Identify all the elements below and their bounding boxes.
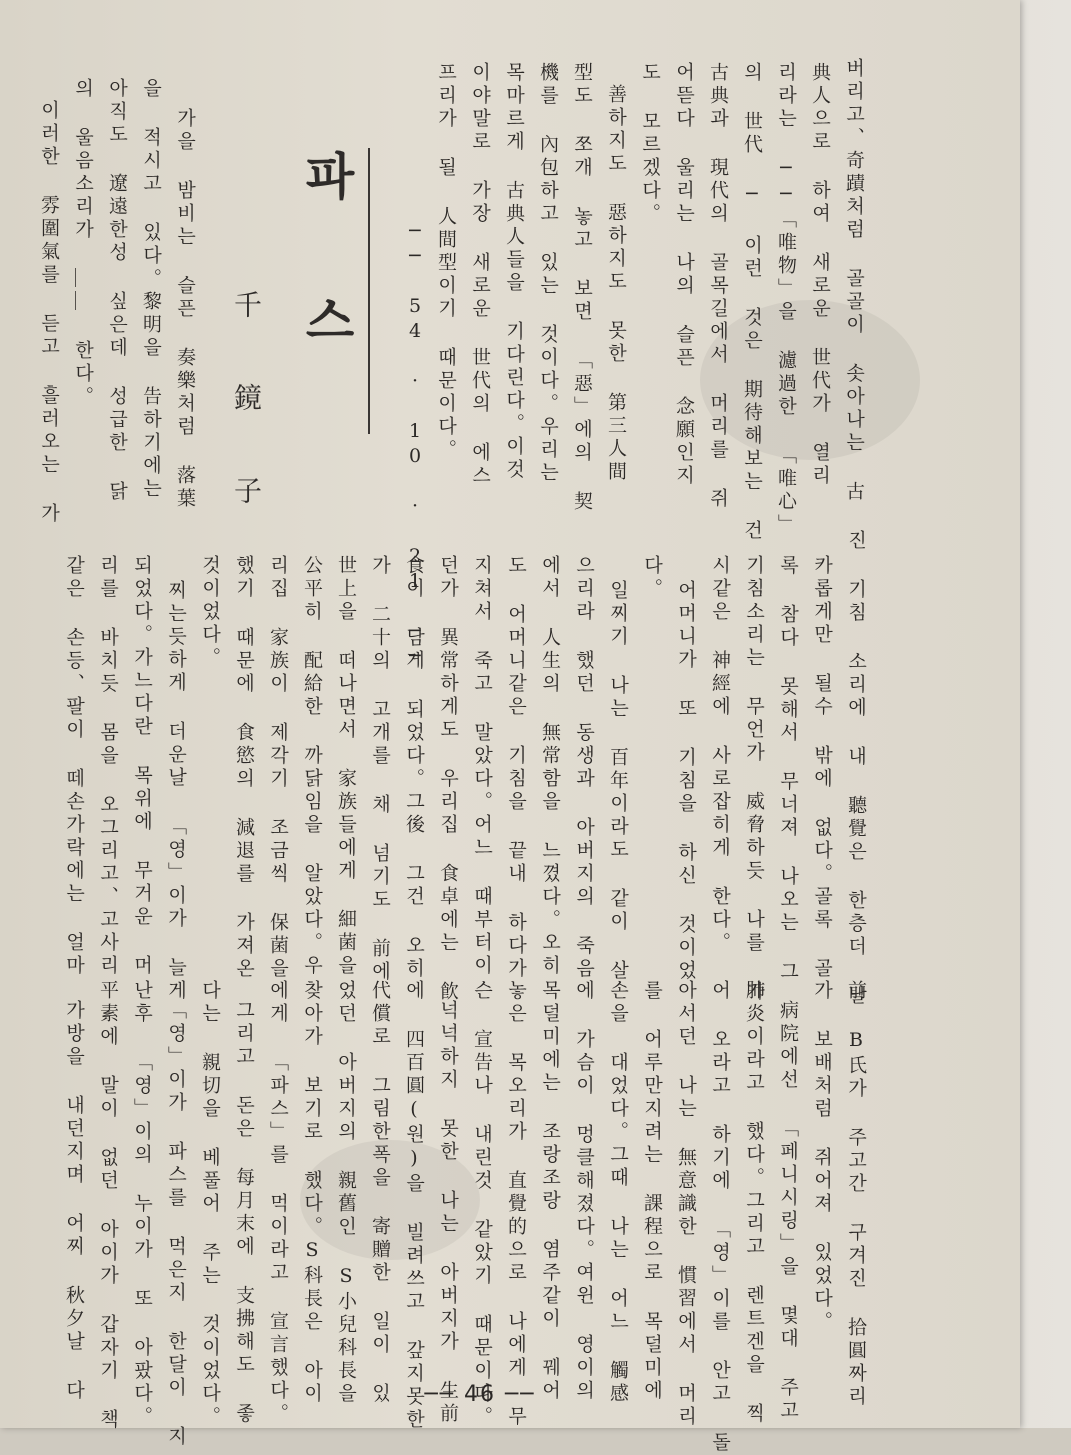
text-column: 어뜯다 울리는 나의 슬픈 念願인지 xyxy=(673,62,695,488)
text-column: 도 모르겠다。 xyxy=(639,62,661,226)
text-column: 代償로 그림한폭을 寄贈한 일이 있 xyxy=(369,980,391,1406)
text-column: 넉넉하지 못한 나는 아버지가 生前 xyxy=(437,1000,459,1426)
text-column: 지쳐서 죽고 말았다。어느 때부터이 xyxy=(471,555,493,978)
text-column: 을 적시고 있다。黎明을 告하기에는 xyxy=(140,78,162,501)
text-column: 찾아가 보기로 했다。S科長은 아이 xyxy=(301,980,323,1406)
text-column: 典人으로 하여 새로운 世代가 열리 xyxy=(809,62,831,488)
text-column: 찌는듯하게 더운날 「영」이가 늘게 xyxy=(165,580,187,1003)
text-column: 시같은 神經에 사로잡히게 한다。 xyxy=(709,555,731,955)
text-column: 肺炎이라고 했다。그리고 렌트겐을 찍 xyxy=(743,980,765,1426)
text-column: 일찌기 나는 百年이라도 같이 살 xyxy=(607,580,629,983)
text-column: 病院에선 「페니시링」을 몇대 주고 xyxy=(777,1000,799,1423)
text-column: 公平히 配給한 까닭임을 알았다。우 xyxy=(301,555,323,978)
text-column: 에게 「파스」를 먹이라고 宣言했다。 xyxy=(267,980,289,1426)
text-column: 가을 밤비는 슬픈 奏樂처럼 落葉 xyxy=(174,108,196,511)
text-column: 버리고、奇蹟처럼 골골이 솟아나는 古 xyxy=(843,58,865,504)
text-column: 던가 異常하게도 우리집 食卓에는 飮 xyxy=(437,555,459,1004)
text-column: 古典과 現代의 골목길에서 머리를 쥐 xyxy=(707,62,729,511)
text-column: 같은 손등、팔이 떼손가락에는 얼마 xyxy=(63,555,85,978)
text-column: 世上을 떠나면서 家族들에게 細菌을 xyxy=(335,555,357,978)
text-column: 손을 대었다。그때 나는 어느 觸感 xyxy=(607,980,629,1406)
text-column: 었던 아버지의 親舊인 S小兒科長을 xyxy=(335,980,357,1406)
text-column: 가방을 내던지며 어찌 秋夕날 다 xyxy=(63,1000,85,1403)
text-column: 프리가 될 人間型이기 때문이다。 xyxy=(435,62,457,462)
text-column: 機를 內包하고 있는 것이다。우리는 xyxy=(537,62,559,485)
text-column: 食이 남게 되었다。그後 그건 오히 xyxy=(403,555,425,981)
text-column: 를 어루만지려는 課程으로 목덜미에 xyxy=(641,980,663,1403)
text-column: 것이었다。 xyxy=(199,555,221,670)
text-column: 어머니가 또 기침을 하신 것이었 xyxy=(675,580,697,983)
text-column: 리라는 ──「唯物」을 濾過한 「唯心」 xyxy=(775,62,797,537)
text-column: 으리라 했던 동생과 아버지의 죽음 xyxy=(573,555,595,981)
text-column: 놓은 목오리가 直覺的으로 나에게 무 xyxy=(505,980,527,1429)
page-number: ── 46 ── xyxy=(424,1382,536,1407)
text-column: 에 四百圓(원)을 빌려쓰고 갚지못한 xyxy=(403,980,425,1432)
text-column: 목마르게 古典人들을 기다린다。이것 xyxy=(503,62,525,482)
text-column: 다는 親切을 베풀어 주는 것이었다。 xyxy=(199,980,221,1429)
essay-title: 파 스 xyxy=(297,150,355,362)
text-column: 진 기침 소리에 내 聽覺은 한층더 날 xyxy=(845,530,867,1008)
text-column: 이야말로 가장 새로운 世代의 에스 xyxy=(469,62,491,488)
text-column: 다。 xyxy=(641,555,663,601)
text-column: 前 B氏가 주고간 구겨진 拾圓짜리 xyxy=(845,980,867,1409)
text-column: 록 참다 못해서 무너져 나오는 그 xyxy=(777,555,799,984)
text-column: 했기 때문에 食慾의 減退를 가져온 xyxy=(233,555,255,981)
text-column: 平素에 말이 없던 아이가 갑자기 책 xyxy=(97,980,119,1432)
text-column: 가 二十의 고개를 채 넘기도 前에 xyxy=(369,555,391,984)
divider-rule xyxy=(368,148,370,434)
text-column: 아서던 나는 無意識한 慣習에서 머리 xyxy=(675,980,697,1429)
text-column: 기침소리는 무언가 威脅하듯 나를 가 xyxy=(743,555,765,1004)
text-column: 의 世代 ─ 이런 것은 期待해보는 건 xyxy=(741,62,763,543)
text-column: 카롭게만 될수 밖에 없다。골록 골 xyxy=(811,555,833,981)
essay-date: ── 54 · 10 · 21 ── xyxy=(404,220,426,670)
text-column: 도 어머니같은 기침을 끝내 하다가 xyxy=(505,555,527,981)
text-column: 그리고 돈은 每月末에 支拂해도 좋 xyxy=(233,1000,255,1426)
text-column: 이러한 雰圍氣를 듣고 흘러오는 가 xyxy=(38,100,60,526)
text-column: 型도 쪼개 놓고 보면 「惡」에의 契 xyxy=(571,62,593,514)
text-column: 리집 家族이 제각기 조금씩 保菌을 xyxy=(267,555,289,981)
text-column: 목덜미에는 조랑조랑 염주같이 꿰어 xyxy=(539,980,561,1403)
text-column: 「영」이가 파스를 먹은지 한달이 지 xyxy=(165,1000,187,1449)
text-column: 되었다。가느다란 목위에 무거운 머 xyxy=(131,555,153,978)
text-column: 에서 人生의 無常함을 느꼈다。오히 xyxy=(539,555,561,978)
text-column: 난후 「영」이의 누이가 또 아팠다。 xyxy=(131,980,153,1429)
text-column: 어 오라고 하기에 「영」이를 안고 돌 xyxy=(709,980,731,1455)
text-column: 에 가슴이 멍클해졌다。여윈 영이의 xyxy=(573,980,595,1403)
essay-author: 千 鏡 子 xyxy=(230,290,263,520)
text-column: 리를 바치듯 몸을 오그리고、고사리 xyxy=(97,555,119,978)
text-column: 의 울음소리가 ＿＿ 한다。 xyxy=(72,78,94,409)
text-column: 슨 宣告나 내린것 같았기 때문이다。 xyxy=(471,980,493,1429)
text-column: 가 보배처럼 쥐어져 있었다。 xyxy=(811,980,833,1334)
text-column: 善하지도 惡하지도 못한 第三人間 xyxy=(605,84,627,484)
text-column: 아직도 遼遠한성 싶은데 성급한 닭 xyxy=(106,78,128,504)
